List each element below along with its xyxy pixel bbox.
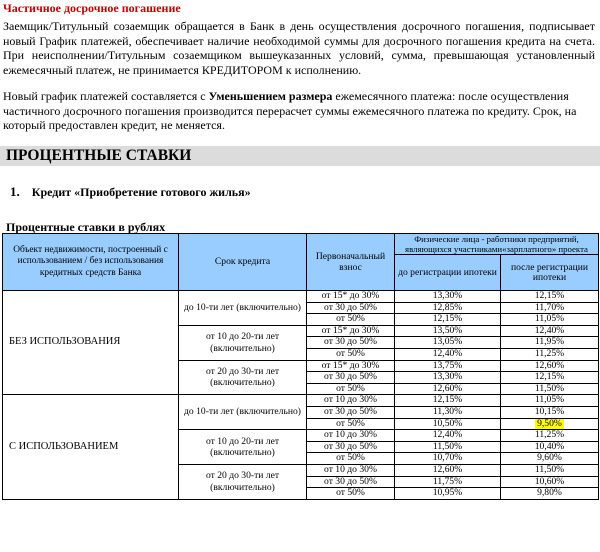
rate-after-cell: 11,95%	[501, 337, 599, 349]
credit-number: 1.	[10, 184, 20, 199]
section-title: ПРОЦЕНТНЫЕ СТАВКИ	[6, 147, 192, 164]
term-cell: до 10-ти лет (включительно)	[179, 291, 307, 326]
highlighted-rate: 9,50%	[537, 418, 562, 429]
rate-after-cell: 11,05%	[501, 395, 599, 407]
rate-after-cell: 12,40%	[501, 325, 599, 337]
rate-before-cell: 12,15%	[395, 395, 501, 407]
rate-before-cell: 12,40%	[395, 348, 501, 360]
header-down-payment: Первоначальный взнос	[307, 234, 395, 291]
rate-before-cell: 12,60%	[395, 383, 501, 395]
down-payment-cell: от 50%	[307, 348, 395, 360]
header-term: Срок кредита	[179, 234, 307, 291]
rate-before-cell: 12,85%	[395, 302, 501, 314]
rate-before-cell: 13,75%	[395, 360, 501, 372]
down-payment-cell: от 10 до 30%	[307, 430, 395, 442]
credit-name: Кредит «Приобретение готового жилья»	[31, 185, 251, 199]
header-group: Физические лица - работники предприятий, являющихся участниками«зарплатного» проекта	[395, 234, 599, 255]
rate-after-cell: 11,05%	[501, 314, 599, 326]
down-payment-cell: от 15* до 30%	[307, 325, 395, 337]
rate-before-cell: 13,50%	[395, 325, 501, 337]
term-cell: от 20 до 30-ти лет (включительно)	[179, 464, 307, 499]
rate-after-cell: 12,15%	[501, 372, 599, 384]
rate-before-cell: 10,95%	[395, 488, 501, 500]
rate-after-cell: 10,40%	[501, 441, 599, 453]
rates-table	[2, 233, 599, 500]
rate-before-cell: 11,50%	[395, 441, 501, 453]
rate-after-cell: 10,60%	[501, 476, 599, 488]
down-payment-cell: от 15* до 30%	[307, 291, 395, 303]
down-payment-cell: от 15* до 30%	[307, 360, 395, 372]
down-payment-cell: от 10 до 30%	[307, 464, 395, 476]
down-payment-cell: от 50%	[307, 383, 395, 395]
rate-before-cell: 10,50%	[395, 418, 501, 430]
header-object: Объект недвижимости, построенный с использованием / без использования кредитных средств Банка	[3, 234, 179, 291]
rate-after-cell: 11,50%	[501, 383, 599, 395]
down-payment-cell: от 30 до 50%	[307, 372, 395, 384]
paragraph-2	[3, 89, 595, 133]
rate-after-cell: 9,80%	[501, 488, 599, 500]
down-payment-cell: от 50%	[307, 488, 395, 500]
paragraph-2-after: ежемесячного платежа: после осуществления частичного досрочного погашения производится перерасчет суммы ежемесячного платежа по кредиту. Срок, на который предоставлен кредит, не меняется.	[3, 89, 577, 133]
down-payment-cell: от 50%	[307, 418, 395, 430]
section-heading: Частичное досрочное погашение	[3, 1, 181, 15]
header-before-registration: до регистрации ипотеки	[395, 255, 501, 291]
rate-after-cell: 11,25%	[501, 348, 599, 360]
down-payment-cell: от 30 до 50%	[307, 476, 395, 488]
paragraph-1: Заемщик/Титульный созаемщик обращается в Банк в день осуществления досрочного погашения, подписывает новый График платежей, обеспечивает наличие необходимой суммы для досрочного погашения кредита на счета. При неисполнении/Титульным созаемщиком вышеуказанных условий, сумма, превышающая установленный ежемесячный платеж, не принимается КРЕДИТОРОМ к исполнению.	[3, 19, 595, 77]
down-payment-cell: от 30 до 50%	[307, 302, 395, 314]
table-row	[3, 395, 599, 407]
rate-before-cell: 12,60%	[395, 464, 501, 476]
down-payment-cell: от 50%	[307, 453, 395, 465]
down-payment-cell: от 30 до 50%	[307, 441, 395, 453]
table-row	[3, 291, 599, 303]
rate-before-cell: 12,15%	[395, 314, 501, 326]
object-cell: БЕЗ ИСПОЛЬЗОВАНИЯ	[3, 291, 179, 395]
rate-after-cell: 11,50%	[501, 464, 599, 476]
rate-after-cell: 9,60%	[501, 453, 599, 465]
rate-before-cell: 10,70%	[395, 453, 501, 465]
rate-after-cell: 11,70%	[501, 302, 599, 314]
rates-title: Процентные ставки в рублях	[6, 220, 166, 234]
rate-before-cell: 13,30%	[395, 291, 501, 303]
rate-before-cell: 13,30%	[395, 372, 501, 384]
term-cell: до 10-ти лет (включительно)	[179, 395, 307, 430]
down-payment-cell: от 50%	[307, 314, 395, 326]
rate-after-cell	[501, 418, 599, 430]
term-cell: от 10 до 20-ти лет (включительно)	[179, 325, 307, 360]
term-cell: от 10 до 20-ти лет (включительно)	[179, 430, 307, 465]
term-cell: от 20 до 30-ти лет (включительно)	[179, 360, 307, 395]
rate-after-cell: 12,60%	[501, 360, 599, 372]
rate-after-cell: 10,15%	[501, 406, 599, 418]
credit-title	[10, 184, 251, 200]
object-cell: С ИСПОЛЬЗОВАНИЕМ	[3, 395, 179, 499]
rate-after-cell: 12,15%	[501, 291, 599, 303]
rate-before-cell: 12,40%	[395, 430, 501, 442]
rate-before-cell: 13,05%	[395, 337, 501, 349]
header-after-registration: после регистрации ипотеки	[501, 255, 599, 291]
rate-before-cell: 11,30%	[395, 406, 501, 418]
paragraph-2-bold: Уменьшением размера	[208, 89, 333, 103]
rate-after-cell: 11,25%	[501, 430, 599, 442]
down-payment-cell: от 30 до 50%	[307, 337, 395, 349]
paragraph-2-before: Новый график платежей составляется с	[3, 89, 209, 103]
down-payment-cell: от 30 до 50%	[307, 406, 395, 418]
rate-before-cell: 11,75%	[395, 476, 501, 488]
down-payment-cell: от 10 до 30%	[307, 395, 395, 407]
